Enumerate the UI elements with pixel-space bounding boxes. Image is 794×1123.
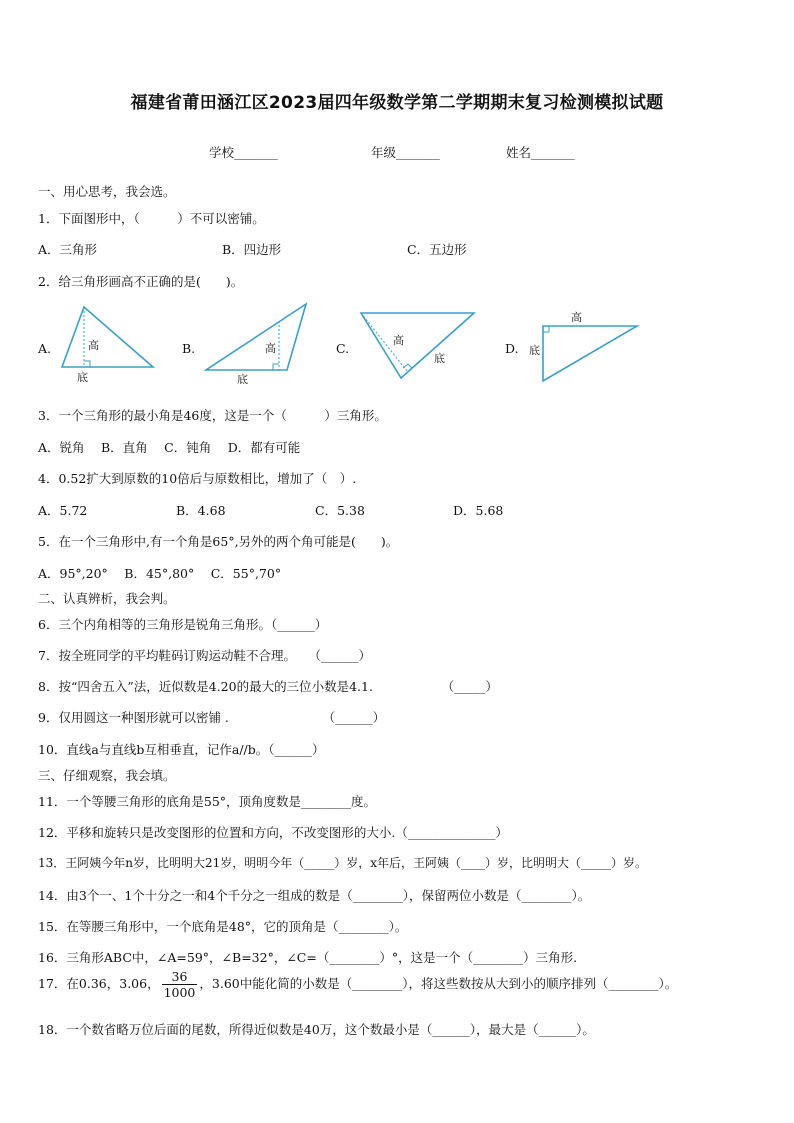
question-15: 15．在等腰三角形中，一个底角是48°，它的顶角是（________）。 <box>38 919 408 934</box>
question-3: 3．一个三角形的最小角是46度，这是一个（ ）三角形。 <box>38 408 387 423</box>
school-blank: _______ <box>234 145 278 160</box>
school-label: 学校 <box>209 145 235 160</box>
q2-option-d-label: D. <box>505 341 519 356</box>
question-8: 8．按“四舍五入”法，近似数是4.20的最大的三位小数是4.1. （_____） <box>38 679 498 694</box>
question-16: 16．三角形ABC中，∠A=59°，∠B=32°，∠C=（________）°，这是一个（________）三角形. <box>38 950 578 965</box>
grade-label: 年级 <box>371 145 397 160</box>
q17-prefix: 17．在0.36，3.06， <box>38 976 160 991</box>
question-18: 18．一个数省略万位后面的尾数，所得近似数是40万，这个数最小是（______），最大是（______）。 <box>38 1022 595 1037</box>
question-11: 11．一个等腰三角形的底角是55°，顶角度数是________度。 <box>38 794 377 809</box>
triangle-c-base-label: 底 <box>434 352 445 365</box>
question-1: 1．下面图形中，（ ）不可以密铺。 <box>38 211 265 226</box>
q2-option-a-label: A. <box>38 341 52 356</box>
question-17 <box>38 969 677 1000</box>
triangle-b-base-label: 底 <box>237 373 248 386</box>
q17-denominator: 1000 <box>163 985 196 1000</box>
triangle-b-height-label: 高 <box>265 342 276 355</box>
q2-option-b-label: B. <box>182 341 196 356</box>
section-3-heading: 三、仔细观察，我会填。 <box>38 768 176 783</box>
question-12: 12．平移和旋转只是改变图形的位置和方向，不改变图形的大小.（______________） <box>38 825 508 840</box>
q17-fraction <box>162 969 198 1000</box>
name-label: 姓名 <box>506 145 532 160</box>
question-4: 4．0.52扩大到原数的10倍后与原数相比，增加了（ ）. <box>38 471 357 486</box>
triangle-c-height-label: 高 <box>393 334 404 347</box>
q17-suffix: ，3.60中能化简的小数是（________），将这些数按从大到小的顺序排列（________）。 <box>199 976 678 991</box>
grade-blank: _______ <box>396 145 440 160</box>
q1-option-b: B．四边形 <box>222 242 282 257</box>
q4-option-d: D．5.68 <box>453 503 504 518</box>
q4-option-b: B．4.68 <box>176 503 226 518</box>
triangle-b-figure <box>206 304 306 386</box>
triangle-c-figure <box>361 313 474 378</box>
triangle-d-base-label: 底 <box>529 344 540 357</box>
triangle-a-height-label: 高 <box>88 339 99 352</box>
section-2-heading: 二、认真辨析，我会判。 <box>38 591 176 606</box>
section-1-heading: 一、用心思考，我会选。 <box>38 184 176 199</box>
q5-options: A．95°,20° B．45°,80° C．55°,70° <box>38 566 282 581</box>
question-6: 6．三个内角相等的三角形是锐角三角形。（______） <box>38 617 328 632</box>
q2-option-c-label: C. <box>336 341 350 356</box>
question-13: 13．王阿姨今年n岁，比明明大21岁，明明今年（_____）岁，x年后，王阿姨（____）岁，比明明大（_____）岁。 <box>38 856 648 870</box>
q4-option-c: C．5.38 <box>315 503 365 518</box>
q1-option-a: A．三角形 <box>38 242 98 257</box>
q17-numerator: 36 <box>162 969 198 985</box>
question-5: 5．在一个三角形中,有一个角是65°,另外的两个角可能是( )。 <box>38 534 399 549</box>
q4-option-a: A．5.72 <box>38 503 88 518</box>
question-10: 10．直线a与直线b互相垂直，记作a//b。（______） <box>38 742 325 757</box>
page-title: 福建省莆田涵江区2023届四年级数学第二学期期末复习检测模拟试题 <box>130 93 664 113</box>
question-14: 14．由3个一、1个十分之一和4个千分之一组成的数是（________），保留两位小数是（________）。 <box>38 888 591 903</box>
name-blank: _______ <box>531 145 575 160</box>
question-2: 2．给三角形画高不正确的是( )。 <box>38 274 244 289</box>
triangle-a-base-label: 底 <box>77 371 88 384</box>
question-7: 7．按全班同学的平均鞋码订购运动鞋不合理。 （______） <box>38 648 371 663</box>
triangle-d-figure <box>529 310 637 381</box>
q1-option-c: C．五边形 <box>407 242 467 257</box>
q2-figures <box>0 0 794 400</box>
triangle-d-height-label: 高 <box>571 311 582 324</box>
q3-options: A．锐角 B．直角 C．钝角 D．都有可能 <box>38 440 301 455</box>
question-9: 9．仅用圆这一种图形就可以密铺 . （______） <box>38 710 386 725</box>
triangle-a-figure <box>62 307 153 384</box>
